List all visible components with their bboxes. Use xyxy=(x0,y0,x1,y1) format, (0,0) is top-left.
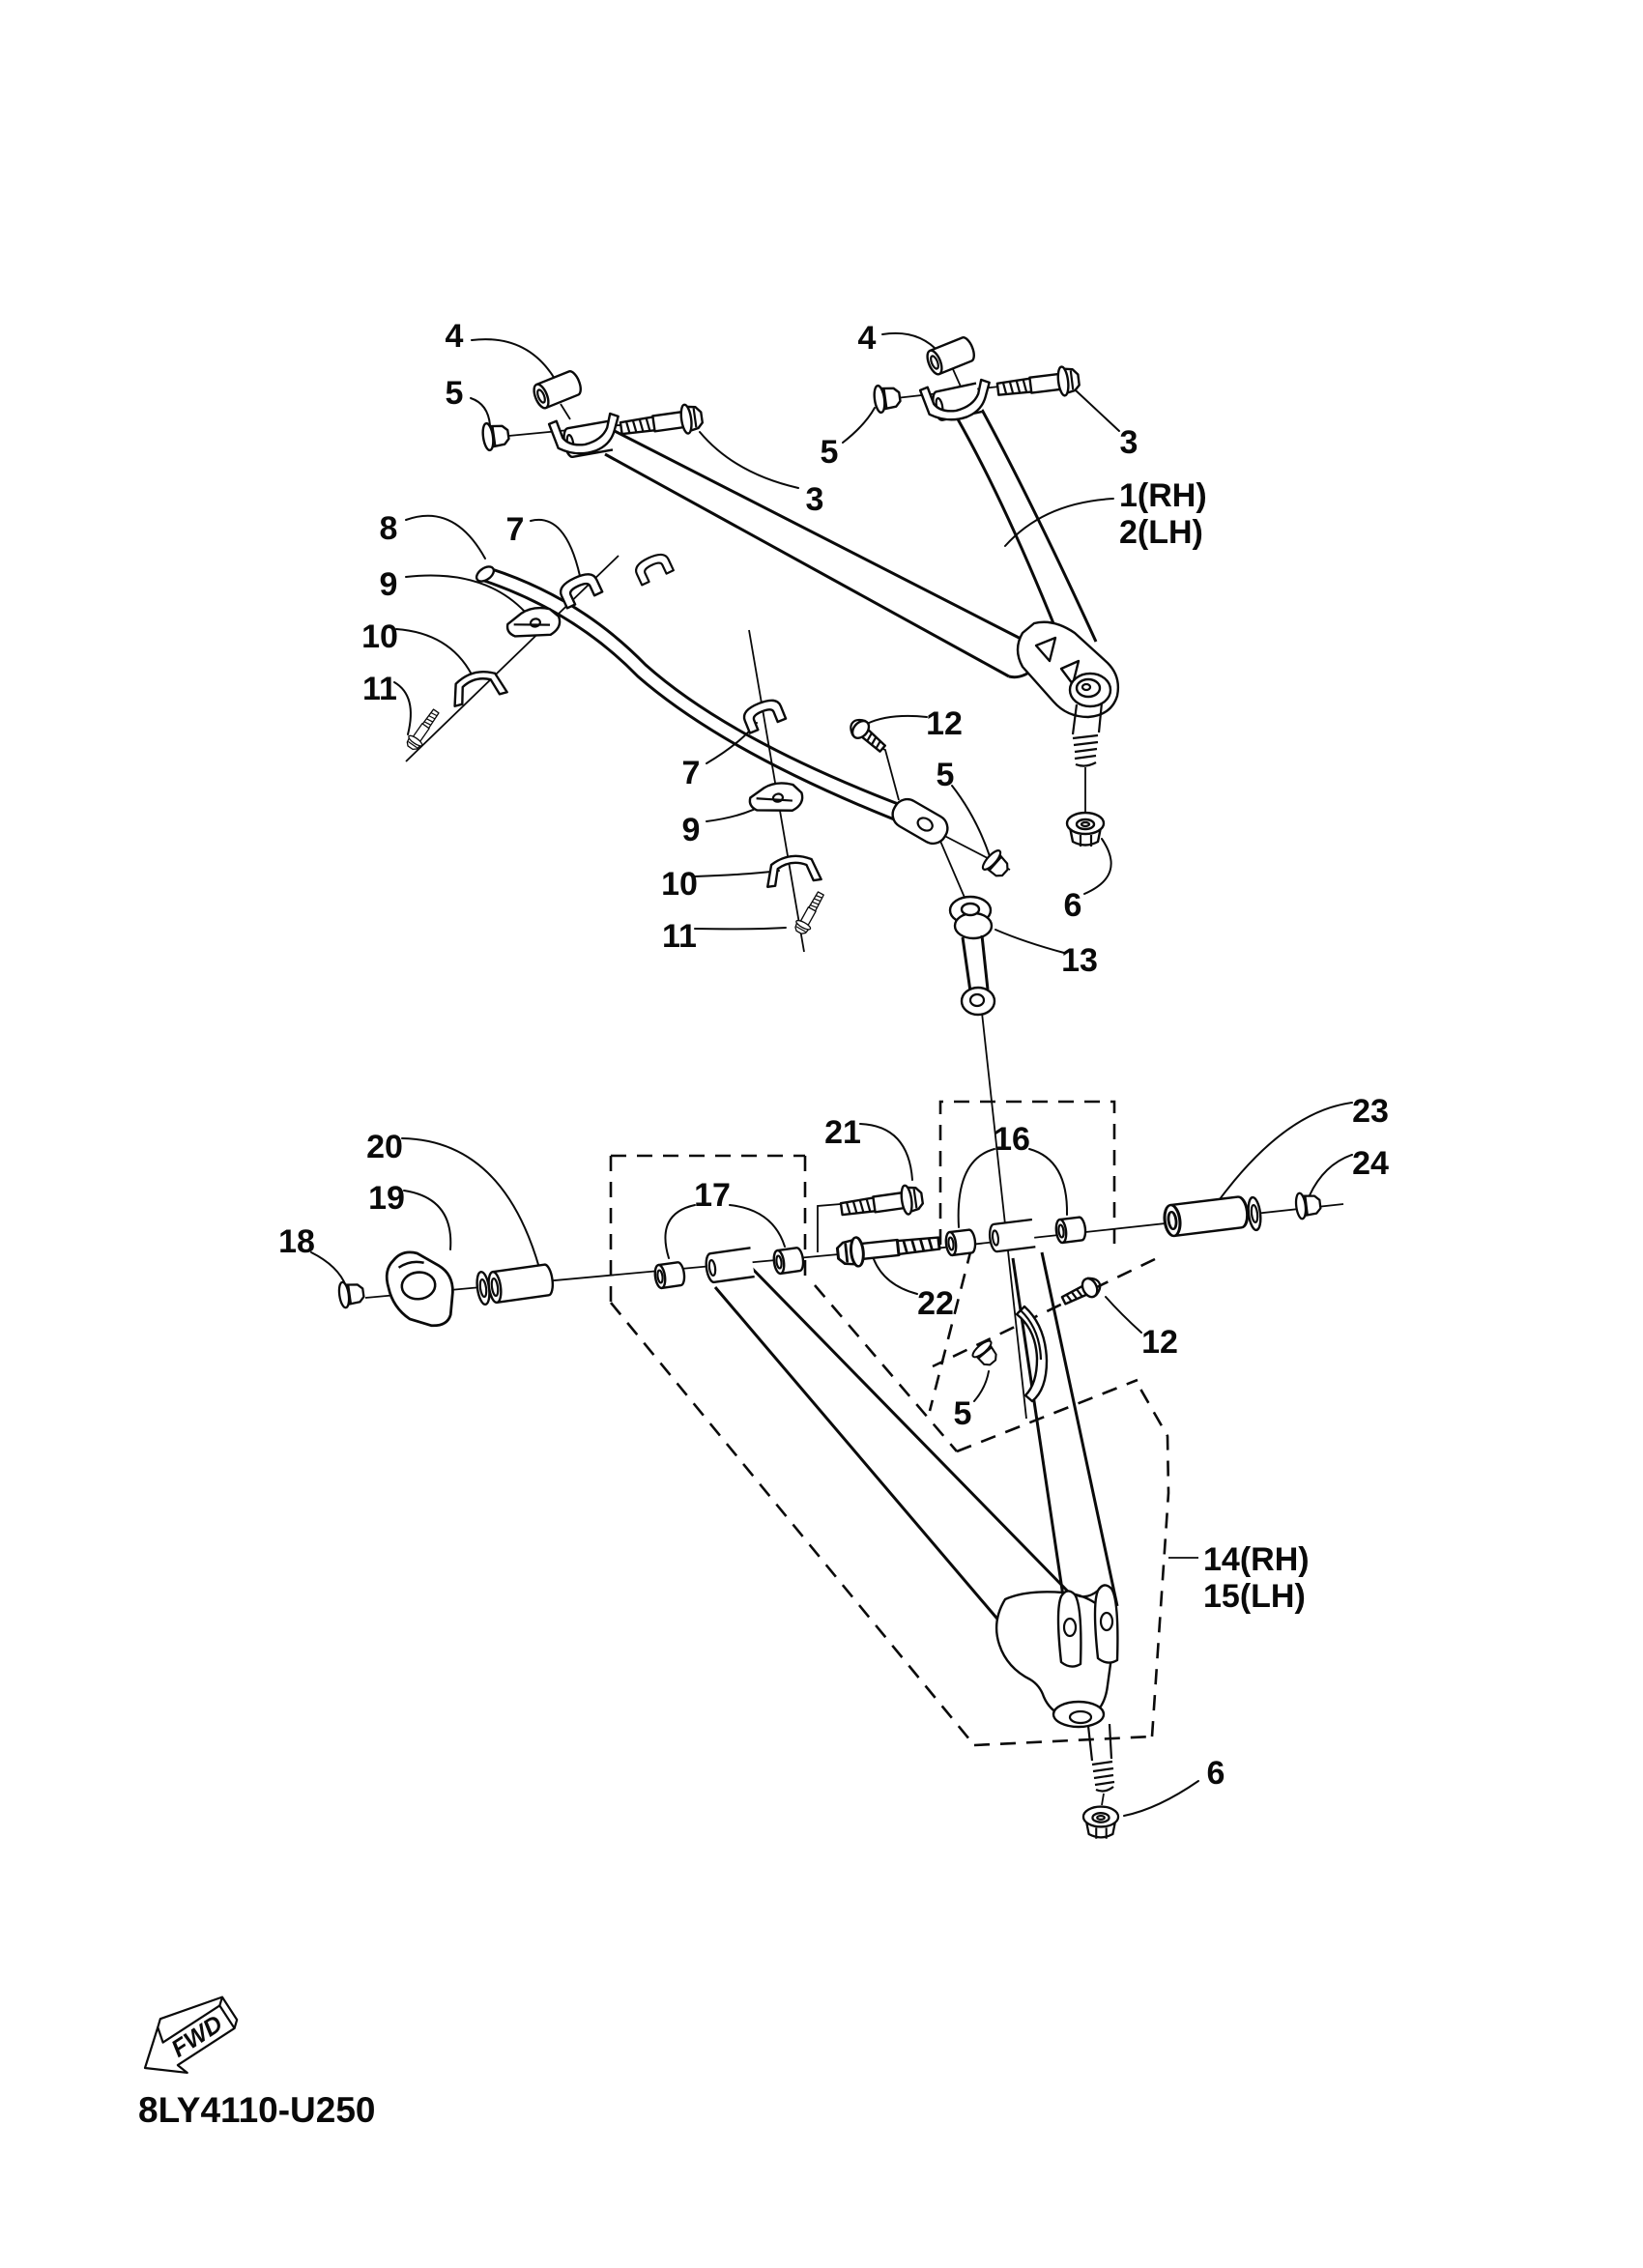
lower-inner-collar xyxy=(1163,1196,1249,1237)
lower-rear-bolt xyxy=(836,1229,940,1269)
drawing-number: 8LY4110-U250 xyxy=(138,2090,376,2130)
callout-lower-bolt-front: 21 xyxy=(824,1114,861,1151)
callout-arm-rh: 1(RH) xyxy=(1119,477,1207,514)
callout-labels xyxy=(278,318,1389,1792)
lower-front-pivot-tube xyxy=(705,1248,755,1282)
lower-front-collar-b xyxy=(772,1248,804,1275)
callout-stab-bolt-center: 11 xyxy=(662,918,697,955)
stab-front-clamp-upper xyxy=(557,570,602,609)
upper-front-nut xyxy=(481,420,510,450)
lower-mount-bracket xyxy=(385,1249,456,1331)
callout-stab-clamp-lower-front: 10 xyxy=(361,618,398,655)
upper-ball-joint-cap-nut xyxy=(1067,813,1104,847)
callout-leader-lines xyxy=(311,333,1352,1816)
callout-arm-lh: 2(LH) xyxy=(1119,514,1203,551)
callout-stab-bracket-center: 9 xyxy=(681,812,701,848)
lower-arm-front-pivot-parts xyxy=(337,1184,924,1331)
callout-lower-collar-front-pair: 17 xyxy=(694,1177,731,1214)
callout-upper-cap-nut: 6 xyxy=(1063,887,1082,924)
callout-stab-link: 13 xyxy=(1061,942,1098,979)
lower-front-collar-a xyxy=(653,1262,685,1289)
lower-front-bolt xyxy=(840,1184,924,1223)
upper-rear-bolt xyxy=(996,365,1081,404)
stabilizer-link xyxy=(950,897,994,1015)
callout-stab-clamp-front: 7 xyxy=(505,511,525,548)
callout-lower-cap-nut: 6 xyxy=(1206,1755,1225,1792)
callout-lower-bolt-rear: 22 xyxy=(917,1285,954,1322)
callout-lower-link-nut: 5 xyxy=(953,1395,972,1432)
upper-rear-nut xyxy=(873,383,902,413)
callout-stab-bracket-front: 9 xyxy=(379,566,398,603)
lower-link-nut xyxy=(970,1338,1001,1369)
lower-front-nut xyxy=(337,1279,364,1308)
lower-rear-nut xyxy=(1295,1191,1322,1219)
callout-stab-clamp-lower-center: 10 xyxy=(661,866,698,903)
callout-nut-rear-upper: 5 xyxy=(820,434,839,471)
lower-rear-collar-b xyxy=(1055,1217,1087,1243)
stab-screw xyxy=(847,715,889,756)
upper-arm-front-mount xyxy=(481,369,704,457)
callout-bolt-rear-upper: 3 xyxy=(1119,424,1139,461)
callout-collar-rear-upper: 4 xyxy=(857,320,877,357)
upper-front-bolt xyxy=(620,403,704,443)
callout-lower-collar-rear-pair: 16 xyxy=(994,1121,1030,1158)
callout-lower-bracket: 19 xyxy=(368,1180,405,1217)
callout-collar-front-upper: 4 xyxy=(445,318,464,355)
lower-control-arm xyxy=(705,1220,1117,1791)
callout-stab-screw: 12 xyxy=(926,705,963,742)
lower-screw xyxy=(1059,1275,1104,1309)
callout-lower-arm-rh: 14(RH) xyxy=(1203,1541,1310,1578)
callout-nut-front-upper: 5 xyxy=(445,375,464,412)
lower-rear-pivot-tube xyxy=(989,1220,1036,1252)
callout-stab-link-nut: 5 xyxy=(936,757,955,793)
callout-lower-arm-lh: 15(LH) xyxy=(1203,1578,1306,1615)
callout-stab-bar: 8 xyxy=(379,510,398,547)
assembly-axis-lines xyxy=(365,369,1343,1805)
upper-rear-collar xyxy=(925,335,977,376)
upper-front-collar xyxy=(532,369,584,410)
callout-lower-screw: 12 xyxy=(1141,1324,1178,1361)
callout-stab-clamp-center: 7 xyxy=(681,755,701,791)
stab-link-nut xyxy=(980,848,1013,881)
lower-inner-washer xyxy=(1247,1196,1262,1230)
stab-center-bracket xyxy=(747,779,805,819)
callout-lower-collar-outer: 20 xyxy=(366,1129,403,1165)
callout-bolt-front-upper: 3 xyxy=(805,481,824,518)
fwd-label: FWD xyxy=(166,2010,228,2063)
stab-clamp-half xyxy=(633,551,674,586)
lower-rear-collar-a xyxy=(945,1229,977,1255)
callout-stab-bolt-front: 11 xyxy=(362,671,397,707)
callout-lower-nut-front: 18 xyxy=(278,1223,315,1260)
callout-lower-nut-rear: 24 xyxy=(1352,1145,1389,1182)
callout-lower-collar-inner: 23 xyxy=(1352,1093,1389,1130)
upper-arm-rear-mount xyxy=(873,335,1081,423)
lower-ball-joint-cap-nut xyxy=(1083,1807,1118,1839)
fwd-arrow xyxy=(127,1984,246,2090)
lower-outer-collar xyxy=(487,1264,555,1304)
